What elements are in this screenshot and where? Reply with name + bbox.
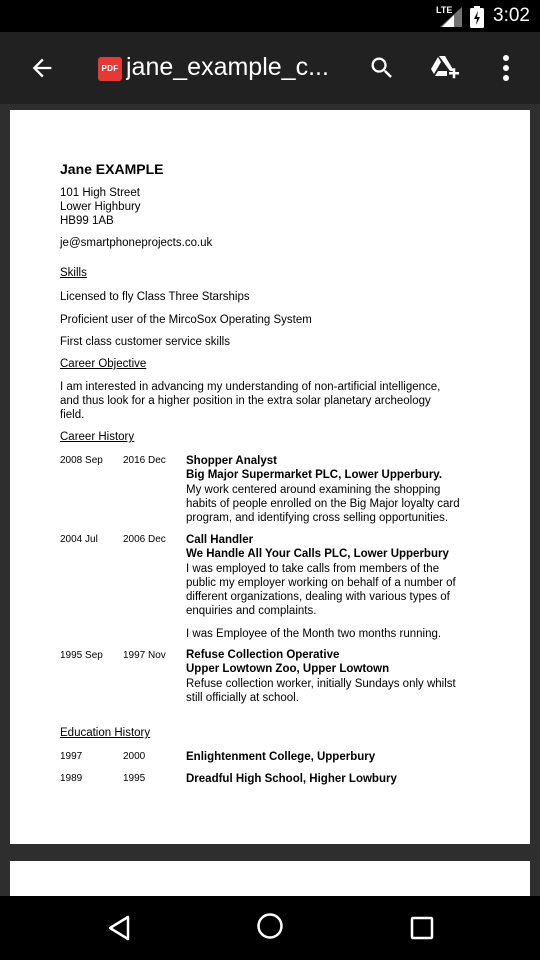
skills-heading: Skills (60, 267, 87, 279)
education-end: 2000 (123, 751, 146, 762)
app-toolbar (0, 32, 540, 104)
career-heading: Career History (60, 431, 135, 443)
resume-email: je@smartphoneprojects.co.uk (60, 237, 213, 249)
education-school: Enlightenment College, Upperbury (186, 751, 376, 763)
job-description-line: enquiries and complaints. (186, 605, 317, 617)
job-start-date: 2008 Sep (60, 455, 103, 466)
education-start: 1997 (60, 751, 83, 762)
education-end: 1995 (123, 773, 146, 784)
job-title: Call Handler (186, 534, 254, 546)
job-description-line: habits of people enrolled on the Big Major loyalty card (186, 498, 460, 510)
drive-add-icon[interactable] (430, 54, 460, 82)
skill-item: Licensed to fly Class Three Starships (60, 291, 250, 303)
pdf-viewer[interactable] (0, 104, 540, 896)
more-vert-icon[interactable] (494, 52, 518, 84)
pdf-page-next (10, 861, 530, 896)
job-end-date: 2006 Dec (123, 534, 166, 545)
pdf-page (10, 110, 530, 844)
nav-home-icon[interactable] (256, 912, 284, 940)
navigation-bar (0, 896, 540, 960)
skill-item: First class customer service skills (60, 336, 230, 348)
job-description-line: My work centered around examining the shopping (186, 484, 441, 496)
job-description-line: I was employed to take calls from members of the (186, 563, 440, 575)
resume-name: Jane EXAMPLE (60, 161, 164, 177)
address-line: HB99 1AB (60, 215, 114, 227)
skill-item: Proficient user of the MircoSox Operating System (60, 314, 312, 326)
job-start-date: 2004 Jul (60, 534, 98, 545)
address-line: Lower Highbury (60, 201, 141, 213)
education-school: Dreadful High School, Higher Lowbury (186, 773, 397, 785)
objective-line: and thus look for a higher position in the extra solar planetary archeology (60, 395, 431, 407)
job-employer: Upper Lowtown Zoo, Upper Lowtown (186, 663, 390, 675)
battery-icon (470, 6, 484, 28)
objective-line: field. (60, 409, 85, 421)
signal-icon (440, 7, 462, 27)
objective-text (60, 380, 480, 422)
address-line: 101 High Street (60, 187, 140, 199)
job-description-line: program, and identifying cross selling opportunities. (186, 512, 449, 524)
job-title: Shopper Analyst (186, 455, 277, 467)
nav-recents-icon[interactable] (410, 916, 434, 940)
objective-line: I am interested in advancing my understanding of non-artificial intelligence, (60, 381, 441, 393)
nav-back-icon[interactable] (106, 914, 132, 942)
search-icon[interactable] (368, 54, 396, 82)
job-end-date: 1997 Nov (123, 650, 166, 661)
job-description-line: different organizations, dealing with various types of (186, 591, 450, 603)
education-start: 1989 (60, 773, 83, 784)
clock: 3:02 (493, 5, 530, 26)
job-description (186, 562, 486, 618)
job-start-date: 1995 Sep (60, 650, 103, 661)
pdf-file-icon: PDF (98, 57, 122, 81)
job-title: Refuse Collection Operative (186, 649, 340, 661)
resume-address (60, 186, 141, 228)
education-heading: Education History (60, 727, 151, 739)
job-note: I was Employee of the Month two months running. (186, 628, 442, 640)
job-description-line: still officially at school. (186, 692, 299, 704)
status-bar (0, 0, 540, 32)
job-description (186, 677, 486, 705)
network-type: LTE (436, 5, 453, 15)
job-description-line: public my employer working on behalf of a number of (186, 577, 456, 589)
back-arrow-icon[interactable] (28, 54, 56, 82)
job-end-date: 2016 Dec (123, 455, 166, 466)
objective-heading: Career Objective (60, 358, 147, 370)
job-employer: We Handle All Your Calls PLC, Lower Upperbury (186, 548, 449, 560)
job-description (186, 483, 486, 525)
document-title: jane_example_c... (126, 53, 329, 81)
job-employer: Big Major Supermarket PLC, Lower Upperbury. (186, 469, 443, 481)
job-description-line: Refuse collection worker, initially Sundays only whilst (186, 678, 456, 690)
